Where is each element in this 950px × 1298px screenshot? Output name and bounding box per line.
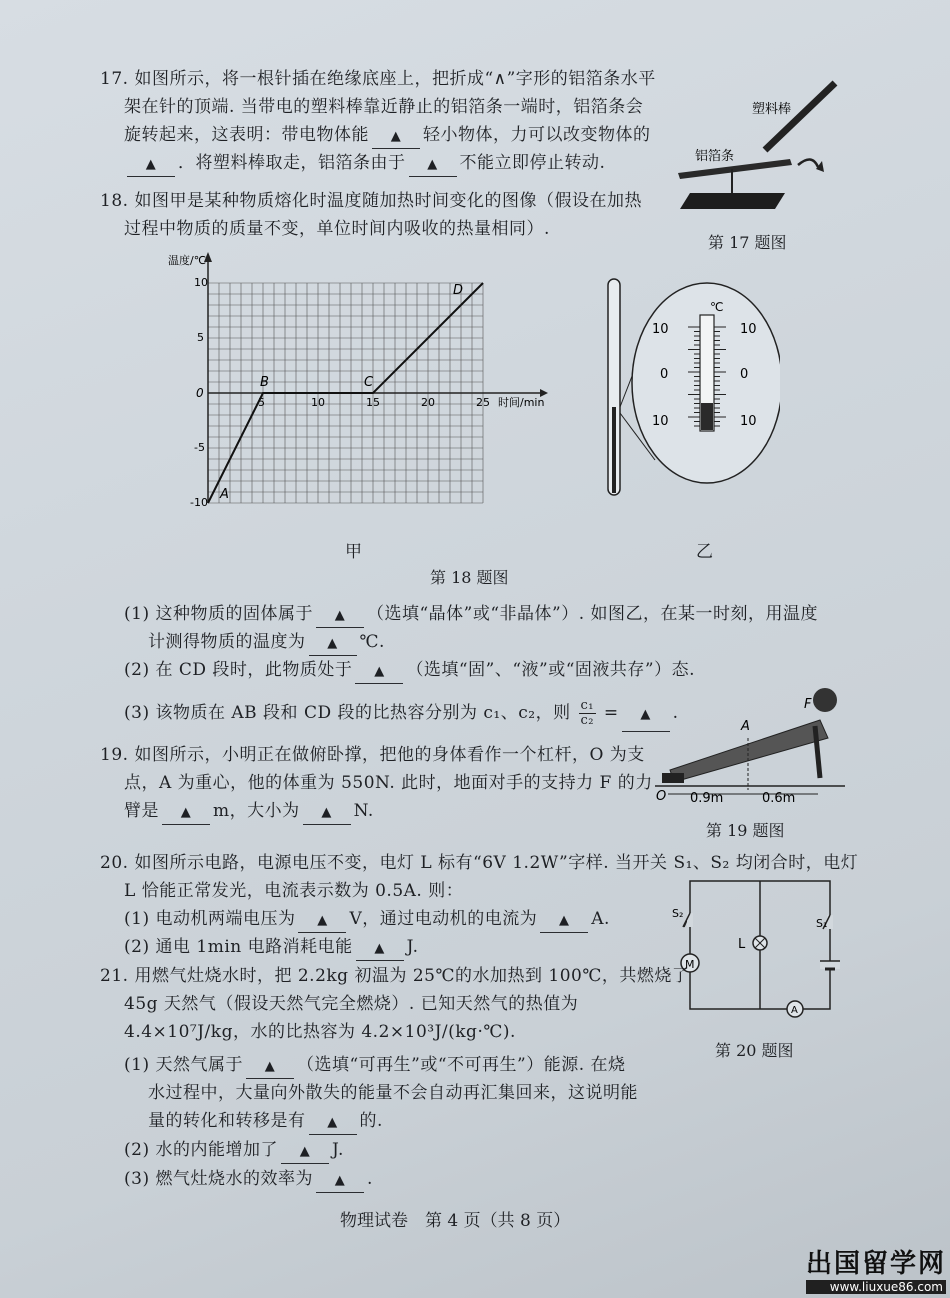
x-tick-labels bbox=[258, 396, 490, 409]
q18-line1: 18. 如图甲是某种物质熔化时温度随加热时间变化的图像（假设在加热 bbox=[100, 191, 642, 211]
label-S1: S₁ bbox=[816, 917, 828, 930]
blank-mark: ▲ bbox=[145, 157, 157, 172]
thermo-left-tick: 10 bbox=[652, 414, 669, 429]
thermo-right-tick: 10 bbox=[740, 414, 757, 429]
q21-line2: 45g 天然气（假设天然气完全燃烧）. 已知天然气的热值为 bbox=[124, 994, 579, 1014]
q18-part2-line bbox=[124, 659, 695, 684]
watermark-url: www.liuxue86.com bbox=[806, 1280, 946, 1294]
point-C-label: C bbox=[364, 375, 374, 390]
q18-part1-a: (1) 这种物质的固体属于 bbox=[124, 604, 313, 624]
y-tick-labels bbox=[190, 276, 208, 509]
q19-caption: 第 19 题图 bbox=[706, 821, 785, 840]
label-L: L bbox=[738, 937, 746, 952]
watermark bbox=[806, 1243, 946, 1294]
q20-part1-c: A. bbox=[591, 909, 610, 929]
q18-part2-a: (2) 在 CD 段时，此物质处于 bbox=[124, 660, 353, 680]
blank-mark: ▲ bbox=[299, 1144, 311, 1159]
q20-circuit bbox=[670, 875, 840, 1025]
q18-blank-1[interactable] bbox=[316, 603, 364, 628]
q19-line3-b: m，大小为 bbox=[213, 801, 300, 821]
label-S2: S₂ bbox=[672, 907, 684, 920]
q18-part3-line: (3) 该物质在 AB 段和 CD 段的比热容分别为 c₁、c₂，则 $\frac{\text{c₁}}{\text{c₂}}$ = ▲ . bbox=[124, 697, 679, 729]
x-tick-label: 10 bbox=[311, 396, 325, 409]
q21-part2 bbox=[124, 1139, 344, 1164]
q20-line1: 20. 如图所示电路，电源电压不变，电灯 L 标有“6V 1.2W”字样. 当开关 S₁、S₂ 均闭合时，电灯 bbox=[100, 853, 859, 873]
q19-blank-1[interactable] bbox=[162, 800, 210, 825]
dist-1: 0.9m bbox=[690, 791, 724, 806]
q21-part2-a: (2) 水的内能增加了 bbox=[124, 1140, 278, 1160]
q21-part1-c: 量的转化和转移是有 bbox=[148, 1111, 306, 1131]
thermo-sub-label: 乙 bbox=[696, 542, 713, 562]
q19-blank-2[interactable] bbox=[303, 800, 351, 825]
q20-blank-2[interactable] bbox=[540, 908, 588, 933]
q18-part3-a: (3) 该物质在 AB 段和 CD 段的比热容分别为 c₁、c₂，则 bbox=[124, 703, 571, 723]
thermometer-liquid bbox=[612, 407, 616, 493]
q20-part2-b: J. bbox=[406, 937, 419, 957]
q20-part2-a: (2) 通电 1min 电路消耗电能 bbox=[124, 937, 353, 957]
q21-part1-a: (1) 天然气属于 bbox=[124, 1055, 243, 1075]
q18-part3-eq: = bbox=[603, 703, 619, 723]
q20-blank-3[interactable] bbox=[356, 936, 404, 961]
q17-line3-a: 旋转起来，这表明：带电物体能 bbox=[124, 125, 369, 145]
thermo-unit: ℃ bbox=[710, 300, 724, 314]
frac-den: c₂ bbox=[580, 713, 594, 728]
q19-line1: 19. 如图所示，小明正在做俯卧撑，把他的身体看作一个杠杆，O 为支 bbox=[100, 745, 645, 765]
q21-part1-b: （选填“可再生”或“不可再生”）能源. 在烧 bbox=[296, 1055, 626, 1075]
blank-mark: ▲ bbox=[334, 1173, 346, 1188]
q17-line4-a: ．将塑料棒取走，铝箔条由于 bbox=[178, 153, 406, 173]
q19-line3 bbox=[124, 800, 374, 825]
y-tick-label: 0 bbox=[196, 386, 204, 400]
point-A-label: A bbox=[220, 487, 229, 502]
q18-part1-c: 计测得物质的温度为 bbox=[148, 632, 306, 652]
q21-blank-1[interactable] bbox=[246, 1054, 294, 1079]
q17-line2: 架在针的顶端. 当带电的塑料棒靠近静止的铝箔条一端时，铝箔条会 bbox=[124, 97, 644, 117]
blank-mark: ▲ bbox=[180, 805, 192, 820]
thermo-left-tick: 10 bbox=[652, 322, 669, 337]
blank-mark: ▲ bbox=[374, 941, 385, 956]
thermo-right-tick: 0 bbox=[740, 367, 749, 382]
x-tick-label: 20 bbox=[421, 396, 435, 409]
q17-blank-2[interactable] bbox=[127, 152, 175, 177]
q21-part1-d: 的. bbox=[359, 1111, 383, 1131]
q17-line4 bbox=[124, 152, 605, 177]
blank-mark: ▲ bbox=[264, 1059, 276, 1074]
x-tick-label: 5 bbox=[258, 396, 265, 409]
q21-part3-b: . bbox=[366, 1169, 373, 1189]
y-tick-label: 5 bbox=[197, 331, 204, 344]
q17-line1: 17. 如图所示，将一根针插在绝缘底座上，把折成“∧”字形的铝箔条水平 bbox=[100, 69, 656, 89]
q20-blank-1[interactable] bbox=[298, 908, 346, 933]
switch-s1-gap bbox=[827, 915, 833, 929]
q18-thermometer-figure bbox=[600, 275, 780, 505]
blank-mark: ▲ bbox=[559, 913, 570, 928]
dist-2: 0.6m bbox=[762, 791, 796, 806]
blank-mark: ▲ bbox=[334, 608, 346, 623]
rod-label: 塑料棒 bbox=[752, 102, 792, 117]
blank-mark: ▲ bbox=[327, 636, 338, 651]
q18-part2-b: （选填“固”、“液”或“固液共存”）态. bbox=[406, 660, 695, 680]
q17-blank-3[interactable] bbox=[409, 152, 457, 177]
q19-line3-a: 臂是 bbox=[124, 801, 159, 821]
blank-mark: ▲ bbox=[327, 1115, 338, 1130]
q19-line3-c: N. bbox=[353, 801, 374, 821]
q17-blank-1[interactable] bbox=[372, 124, 420, 149]
q21-part1-line2: 水过程中，大量向外散失的能量不会自动再汇集回来，这说明能 bbox=[148, 1083, 638, 1103]
q18-part1-b: （选填“晶体”或“非晶体”）. 如图乙，在某一时刻，用温度 bbox=[366, 604, 819, 624]
q20-part2 bbox=[124, 936, 419, 961]
q21-line3: 4.4×10⁷J/kg，水的比热容为 4.2×10³J/(kg·℃). bbox=[124, 1022, 516, 1042]
q19-figure bbox=[650, 678, 850, 808]
q21-blank-3[interactable] bbox=[281, 1139, 329, 1164]
graph-sub-label: 甲 bbox=[345, 542, 362, 562]
q18-blank-2[interactable] bbox=[309, 631, 357, 656]
q21-part1-line3 bbox=[148, 1110, 383, 1135]
y-tick-label: -10 bbox=[190, 496, 208, 509]
q20-part1 bbox=[124, 908, 610, 933]
watermark-text: 出国留学网 bbox=[805, 1249, 946, 1279]
thermo-right-tick: 10 bbox=[740, 322, 757, 337]
switch-s2-gap bbox=[687, 913, 693, 927]
insulating-base bbox=[680, 193, 785, 209]
y-axis-label: 温度/℃ bbox=[168, 254, 207, 267]
q20-part1-b: V，通过电动机的电流为 bbox=[349, 909, 538, 929]
rotation-arrow bbox=[798, 159, 818, 167]
q18-part1-d: ℃. bbox=[359, 632, 385, 652]
blank-mark: ▲ bbox=[374, 664, 385, 679]
foil-label: 铝箔条 bbox=[695, 149, 735, 164]
label-A: A bbox=[741, 719, 750, 734]
frac-num: c₁ bbox=[580, 698, 594, 713]
q21-part3 bbox=[124, 1168, 373, 1193]
q21-line1: 21. 用燃气灶烧水时，把 2.2kg 初温为 25℃的水加热到 100℃，共燃烧了 bbox=[100, 966, 690, 986]
q21-part2-b: J. bbox=[331, 1140, 344, 1160]
q17-line3-b: 轻小物体，力可以改变物体的 bbox=[423, 125, 651, 145]
zoom-liquid bbox=[701, 403, 713, 430]
page-footer: 物理试卷 第 4 页（共 8 页） bbox=[340, 1211, 571, 1231]
point-D-label: D bbox=[453, 283, 464, 298]
label-O: O bbox=[656, 789, 667, 804]
q17-figure bbox=[670, 75, 850, 225]
label-A: A bbox=[791, 1005, 798, 1016]
q20-caption: 第 20 题图 bbox=[715, 1041, 794, 1060]
x-tick-label: 25 bbox=[476, 396, 490, 409]
label-F: F bbox=[804, 697, 812, 712]
q18-caption: 第 18 题图 bbox=[430, 568, 509, 587]
q18-graph bbox=[150, 248, 550, 513]
x-tick-label: 15 bbox=[366, 396, 380, 409]
q17-line4-b: 不能立即停止转动. bbox=[459, 153, 606, 173]
q18-part1-line1 bbox=[124, 603, 818, 628]
q17-caption: 第 17 题图 bbox=[708, 233, 787, 252]
x-axis-label: 时间/min bbox=[498, 396, 545, 409]
blank-mark: ▲ bbox=[390, 129, 402, 144]
blank-mark: ▲ bbox=[317, 913, 328, 928]
person-feet bbox=[662, 773, 684, 783]
q19-line2: 点，A 为重心，他的体重为 550N. 此时，地面对手的支持力 F 的力 bbox=[124, 773, 653, 793]
q18-part1-line2 bbox=[148, 631, 385, 656]
blank-mark: ▲ bbox=[640, 707, 651, 722]
y-tick-label: -5 bbox=[194, 441, 205, 454]
q21-blank-2[interactable] bbox=[309, 1110, 357, 1135]
q17-line3 bbox=[124, 124, 651, 149]
q21-part3-a: (3) 燃气灶烧水的效率为 bbox=[124, 1169, 313, 1189]
blank-mark: ▲ bbox=[427, 157, 438, 172]
q18-blank-3[interactable] bbox=[355, 659, 403, 684]
q21-blank-4[interactable] bbox=[316, 1168, 364, 1193]
thermo-left-tick: 0 bbox=[660, 367, 669, 382]
c1-over-c2 bbox=[579, 699, 597, 728]
blank-mark: ▲ bbox=[321, 805, 332, 820]
q21-part1-line1 bbox=[124, 1054, 626, 1079]
label-M: M bbox=[685, 958, 695, 971]
q20-line2: L 恰能正常发光，电流表示数为 0.5A. 则： bbox=[124, 881, 464, 901]
point-B-label: B bbox=[260, 375, 269, 390]
q18-line2: 过程中物质的质量不变，单位时间内吸收的热量相同）. bbox=[124, 219, 550, 239]
person-head bbox=[813, 688, 837, 712]
y-tick-label: 10 bbox=[194, 276, 208, 289]
q20-part1-a: (1) 电动机两端电压为 bbox=[124, 909, 296, 929]
